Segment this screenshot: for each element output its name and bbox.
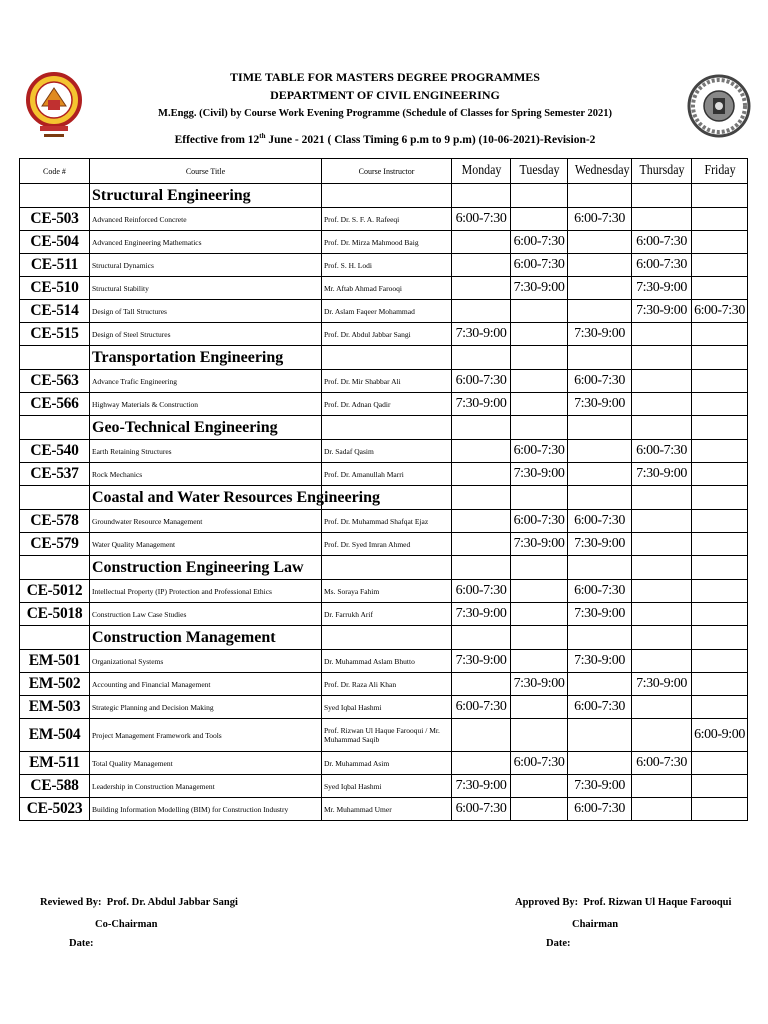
section-row <box>20 626 748 650</box>
course-title: Project Management Framework and Tools <box>90 719 322 752</box>
university-logo <box>26 70 82 152</box>
wednesday-slot <box>568 231 632 254</box>
course-code: CE-511 <box>20 254 90 277</box>
thursday-slot <box>632 650 692 673</box>
course-instructor: Dr. Muhammad Asim <box>322 752 452 775</box>
section-title: Construction Engineering Law <box>90 556 322 580</box>
table-row <box>20 533 748 556</box>
thursday-slot <box>632 798 692 821</box>
monday-slot: 6:00-7:30 <box>452 208 511 231</box>
friday-slot <box>692 208 748 231</box>
course-title: Structural Dynamics <box>90 254 322 277</box>
course-title: Strategic Planning and Decision Making <box>90 696 322 719</box>
approved-date: Date: <box>546 938 571 949</box>
thursday-slot: 6:00-7:30 <box>632 231 692 254</box>
monday-slot: 7:30-9:00 <box>452 323 511 346</box>
thursday-slot <box>632 393 692 416</box>
section-title: Geo-Technical Engineering <box>90 416 322 440</box>
section-title: Structural Engineering <box>90 184 322 208</box>
tuesday-slot <box>511 719 568 752</box>
thursday-slot <box>632 603 692 626</box>
friday-slot <box>692 510 748 533</box>
table-row <box>20 463 748 486</box>
tuesday-slot: 6:00-7:30 <box>511 440 568 463</box>
monday-slot <box>452 752 511 775</box>
section-row <box>20 486 748 510</box>
table-row <box>20 650 748 673</box>
monday-slot <box>452 510 511 533</box>
course-code: CE-588 <box>20 775 90 798</box>
monday-slot <box>452 719 511 752</box>
monday-slot <box>452 533 511 556</box>
course-title: Structural Stability <box>90 277 322 300</box>
course-instructor: Dr. Sadaf Qasim <box>322 440 452 463</box>
course-instructor: Dr. Farrukh Arif <box>322 603 452 626</box>
wednesday-slot: 6:00-7:30 <box>568 208 632 231</box>
tuesday-slot: 6:00-7:30 <box>511 231 568 254</box>
table-row <box>20 775 748 798</box>
course-title: Highway Materials & Construction <box>90 393 322 416</box>
table-row <box>20 603 748 626</box>
course-code: CE-540 <box>20 440 90 463</box>
course-instructor: Prof. Dr. S. F. A. Rafeeqi <box>322 208 452 231</box>
table-row <box>20 231 748 254</box>
monday-slot <box>452 463 511 486</box>
friday-slot <box>692 463 748 486</box>
course-instructor: Prof. Dr. Amanullah Marri <box>322 463 452 486</box>
tuesday-slot: 7:30-9:00 <box>511 277 568 300</box>
table-row <box>20 300 748 323</box>
tuesday-slot <box>511 696 568 719</box>
wednesday-slot <box>568 463 632 486</box>
course-code: CE-537 <box>20 463 90 486</box>
course-instructor: Dr. Aslam Faqeer Mohammad <box>322 300 452 323</box>
friday-slot <box>692 277 748 300</box>
thursday-slot <box>632 208 692 231</box>
course-title: Leadership in Construction Management <box>90 775 322 798</box>
course-code: CE-503 <box>20 208 90 231</box>
course-title: Rock Mechanics <box>90 463 322 486</box>
course-instructor: Prof. Rizwan Ul Haque Farooqui / Mr. Muhammad Saqib <box>322 719 452 752</box>
table-row <box>20 696 748 719</box>
department-name: DEPARTMENT OF CIVIL ENGINEERING <box>270 88 500 102</box>
monday-slot <box>452 440 511 463</box>
thursday-slot <box>632 533 692 556</box>
thursday-slot: 7:30-9:00 <box>632 463 692 486</box>
thursday-slot: 6:00-7:30 <box>632 440 692 463</box>
friday-slot <box>692 533 748 556</box>
wednesday-slot <box>568 752 632 775</box>
tuesday-slot <box>511 603 568 626</box>
tuesday-slot <box>511 798 568 821</box>
course-title: Advanced Reinforced Concrete <box>90 208 322 231</box>
course-instructor: Syed Iqbal Hashmi <box>322 775 452 798</box>
course-instructor: Prof. Dr. Adnan Qadir <box>322 393 452 416</box>
course-code: CE-510 <box>20 277 90 300</box>
reviewer-role: Co-Chairman <box>95 919 158 930</box>
table-row <box>20 254 748 277</box>
monday-slot: 7:30-9:00 <box>452 650 511 673</box>
table-row <box>20 510 748 533</box>
monday-slot: 7:30-9:00 <box>452 775 511 798</box>
course-code: CE-563 <box>20 370 90 393</box>
thursday-slot: 6:00-7:30 <box>632 752 692 775</box>
table-row <box>20 673 748 696</box>
reviewed-by <box>40 897 238 908</box>
wednesday-slot <box>568 254 632 277</box>
course-title: Advanced Engineering Mathematics <box>90 231 322 254</box>
thursday-slot <box>632 370 692 393</box>
course-code: CE-5012 <box>20 580 90 603</box>
table-row <box>20 798 748 821</box>
tuesday-slot: 7:30-9:00 <box>511 673 568 696</box>
thursday-slot <box>632 719 692 752</box>
section-title: Transportation Engineering <box>90 346 322 370</box>
thursday-slot: 7:30-9:00 <box>632 277 692 300</box>
table-row <box>20 393 748 416</box>
thursday-slot: 7:30-9:00 <box>632 300 692 323</box>
friday-slot <box>692 775 748 798</box>
course-code: EM-503 <box>20 696 90 719</box>
col-code: Code # <box>20 159 90 184</box>
course-title: Building Information Modelling (BIM) for Construction Industry <box>90 798 322 821</box>
thursday-slot <box>632 510 692 533</box>
friday-slot <box>692 603 748 626</box>
course-title: Water Quality Management <box>90 533 322 556</box>
tuesday-slot: 7:30-9:00 <box>511 463 568 486</box>
wednesday-slot <box>568 300 632 323</box>
monday-slot <box>452 300 511 323</box>
monday-slot: 7:30-9:00 <box>452 603 511 626</box>
col-wednesday: Wednesday <box>572 159 626 184</box>
course-code: EM-502 <box>20 673 90 696</box>
tuesday-slot <box>511 323 568 346</box>
course-title: Earth Retaining Structures <box>90 440 322 463</box>
tuesday-slot <box>511 393 568 416</box>
col-thursday: Thursday <box>636 159 687 184</box>
wednesday-slot: 7:30-9:00 <box>568 533 632 556</box>
header-row <box>20 159 748 184</box>
course-title: Total Quality Management <box>90 752 322 775</box>
table-row <box>20 277 748 300</box>
tuesday-slot <box>511 650 568 673</box>
course-instructor: Prof. Dr. Syed Imran Ahmed <box>322 533 452 556</box>
friday-slot: 6:00-9:00 <box>692 719 748 752</box>
wednesday-slot: 7:30-9:00 <box>568 775 632 798</box>
monday-slot <box>452 231 511 254</box>
monday-slot: 6:00-7:30 <box>452 580 511 603</box>
approved-label: Approved By: <box>515 897 579 908</box>
friday-slot <box>692 254 748 277</box>
table-row <box>20 719 748 752</box>
course-title: Advance Trafic Engineering <box>90 370 322 393</box>
wednesday-slot: 6:00-7:30 <box>568 798 632 821</box>
col-tuesday: Tuesday <box>515 159 563 184</box>
course-title: Groundwater Resource Management <box>90 510 322 533</box>
section-title: Construction Management <box>90 626 322 650</box>
monday-slot: 6:00-7:30 <box>452 370 511 393</box>
tuesday-slot: 6:00-7:30 <box>511 510 568 533</box>
effective-date-line: Effective from 12th June - 2021 ( Class Timing 6 p.m to 9 p.m) (10-06-2021)-Revision-2 <box>174 132 596 146</box>
tuesday-slot <box>511 775 568 798</box>
thursday-slot: 6:00-7:30 <box>632 254 692 277</box>
approver-name: Prof. Rizwan Ul Haque Farooqui <box>583 897 732 908</box>
course-title: Organizational Systems <box>90 650 322 673</box>
col-title: Course Title <box>90 159 322 184</box>
course-code: CE-566 <box>20 393 90 416</box>
course-instructor: Prof. Dr. Abdul Jabbar Sangi <box>322 323 452 346</box>
friday-slot <box>692 673 748 696</box>
department-logo <box>686 68 752 148</box>
course-title: Design of Tall Structures <box>90 300 322 323</box>
wednesday-slot <box>568 277 632 300</box>
thursday-slot <box>632 323 692 346</box>
course-instructor: Dr. Muhammad Aslam Bhutto <box>322 650 452 673</box>
friday-slot <box>692 650 748 673</box>
reviewer-name: Prof. Dr. Abdul Jabbar Sangi <box>106 897 238 908</box>
tuesday-slot <box>511 208 568 231</box>
wednesday-slot: 7:30-9:00 <box>568 603 632 626</box>
section-row <box>20 346 748 370</box>
friday-slot: 6:00-7:30 <box>692 300 748 323</box>
course-code: EM-504 <box>20 719 90 752</box>
wednesday-slot <box>568 673 632 696</box>
course-code: CE-579 <box>20 533 90 556</box>
table-row <box>20 752 748 775</box>
course-instructor: Mr. Aftab Ahmad Farooqi <box>322 277 452 300</box>
course-code: CE-578 <box>20 510 90 533</box>
course-instructor: Prof. Dr. Mir Shabbar Ali <box>322 370 452 393</box>
course-instructor: Syed Iqbal Hashmi <box>322 696 452 719</box>
friday-slot <box>692 370 748 393</box>
friday-slot <box>692 231 748 254</box>
friday-slot <box>692 393 748 416</box>
wednesday-slot: 7:30-9:00 <box>568 393 632 416</box>
course-instructor: Ms. Soraya Fahim <box>322 580 452 603</box>
friday-slot <box>692 696 748 719</box>
programme-description: M.Engg. (Civil) by Course Work Evening Programme (Schedule of Classes for Spring Semester 2021) <box>158 108 612 119</box>
friday-slot <box>692 440 748 463</box>
course-instructor: Prof. Dr. Mirza Mahmood Baig <box>322 231 452 254</box>
approver-role: Chairman <box>572 919 619 930</box>
wednesday-slot: 6:00-7:30 <box>568 370 632 393</box>
tuesday-slot: 6:00-7:30 <box>511 254 568 277</box>
monday-slot <box>452 254 511 277</box>
course-instructor: Prof. Dr. Muhammad Shafqat Ejaz <box>322 510 452 533</box>
reviewed-date: Date: <box>69 938 94 949</box>
section-title: Coastal and Water Resources Engineering <box>90 486 322 510</box>
course-code: CE-5018 <box>20 603 90 626</box>
document-title: TIME TABLE FOR MASTERS DEGREE PROGRAMMES <box>230 70 540 84</box>
wednesday-slot: 6:00-7:30 <box>568 510 632 533</box>
table-row <box>20 370 748 393</box>
table-row <box>20 440 748 463</box>
tuesday-slot: 7:30-9:00 <box>511 533 568 556</box>
course-title: Intellectual Property (IP) Protection and Professional Ethics <box>90 580 322 603</box>
wednesday-slot: 7:30-9:00 <box>568 323 632 346</box>
course-title: Design of Steel Structures <box>90 323 322 346</box>
friday-slot <box>692 752 748 775</box>
course-code: CE-5023 <box>20 798 90 821</box>
thursday-slot: 7:30-9:00 <box>632 673 692 696</box>
tuesday-slot <box>511 370 568 393</box>
wednesday-slot: 6:00-7:30 <box>568 696 632 719</box>
monday-slot: 6:00-7:30 <box>452 696 511 719</box>
wednesday-slot <box>568 440 632 463</box>
wednesday-slot: 6:00-7:30 <box>568 580 632 603</box>
course-code: CE-514 <box>20 300 90 323</box>
friday-slot <box>692 580 748 603</box>
course-instructor: Prof. Dr. Raza Ali Khan <box>322 673 452 696</box>
section-row <box>20 556 748 580</box>
course-code: CE-504 <box>20 231 90 254</box>
course-title: Accounting and Financial Management <box>90 673 322 696</box>
table-row <box>20 323 748 346</box>
monday-slot: 7:30-9:00 <box>452 393 511 416</box>
section-row <box>20 416 748 440</box>
course-instructor: Prof. S. H. Lodi <box>322 254 452 277</box>
course-code: EM-511 <box>20 752 90 775</box>
tuesday-slot <box>511 580 568 603</box>
friday-slot <box>692 323 748 346</box>
course-code: CE-515 <box>20 323 90 346</box>
table-row <box>20 580 748 603</box>
reviewed-label: Reviewed By: <box>40 897 102 908</box>
tuesday-slot <box>511 300 568 323</box>
course-instructor: Mr. Muhammad Umer <box>322 798 452 821</box>
col-friday: Friday <box>696 159 744 184</box>
wednesday-slot <box>568 719 632 752</box>
monday-slot: 6:00-7:30 <box>452 798 511 821</box>
course-code: EM-501 <box>20 650 90 673</box>
approved-by <box>515 897 731 908</box>
table-row <box>20 208 748 231</box>
tuesday-slot: 6:00-7:30 <box>511 752 568 775</box>
friday-slot <box>692 798 748 821</box>
monday-slot <box>452 673 511 696</box>
course-title: Construction Law Case Studies <box>90 603 322 626</box>
col-monday: Monday <box>456 159 506 184</box>
thursday-slot <box>632 775 692 798</box>
wednesday-slot: 7:30-9:00 <box>568 650 632 673</box>
section-row <box>20 184 748 208</box>
thursday-slot <box>632 580 692 603</box>
monday-slot <box>452 277 511 300</box>
col-instructor: Course Instructor <box>322 159 452 184</box>
timetable <box>19 158 748 821</box>
thursday-slot <box>632 696 692 719</box>
